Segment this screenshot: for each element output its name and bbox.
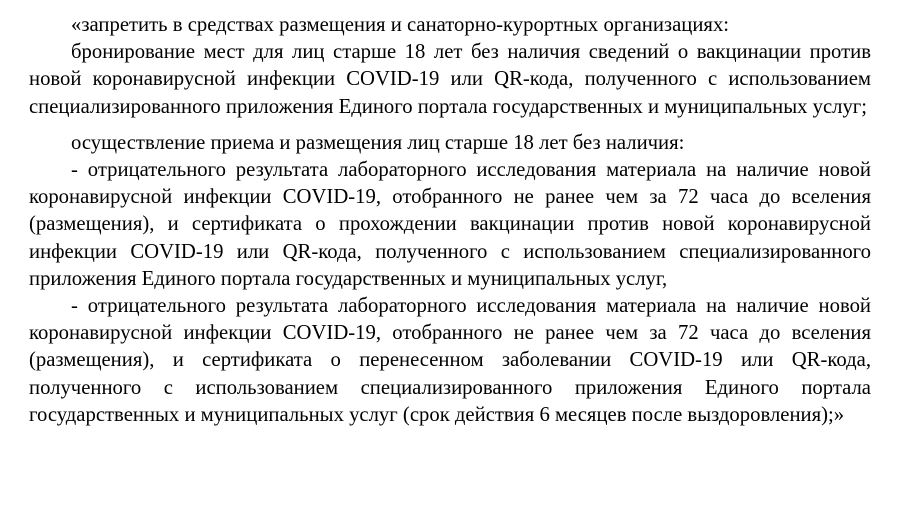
document-body: [29, 12, 871, 429]
paragraph-booking: бронирование мест для лиц старше 18 лет без наличия сведений о вакцинации против новой коронавирусной инфекции COVID-19 или QR-кода, полученного с использованием специализированного приложения Единого портала государственных и муниципальных услуг;: [29, 41, 871, 118]
paragraph-item-vaccination: - отрицательного результата лабораторного исследования материала на наличие новой коронавирусной инфекции COVID-19, отобранного не ранее чем за 72 часа до вселения (размещения), и сертификата о прохождении вакцинации против новой коронавирусной инфекции COVID-19 или QR-кода, полученного с использованием специализированного приложения Единого портала государственных и муниципальных услуг,: [29, 159, 871, 290]
paragraph-item-recovery: - отрицательного результата лабораторного исследования материала на наличие новой коронавирусной инфекции COVID-19, отобранного не ранее чем за 72 часа до вселения (размещения), и сертификата о перенесенном заболевании COVID-19 или QR-кода, полученного с использованием специализированного приложения Единого портала государственных и муниципальных услуг (срок действия 6 месяцев после выздоровления);»: [29, 295, 871, 426]
paragraph-admission: осуществление приема и размещения лиц старше 18 лет без наличия:: [71, 131, 685, 154]
paragraph-intro: «запретить в средствах размещения и санаторно-курортных организациях:: [71, 14, 730, 36]
